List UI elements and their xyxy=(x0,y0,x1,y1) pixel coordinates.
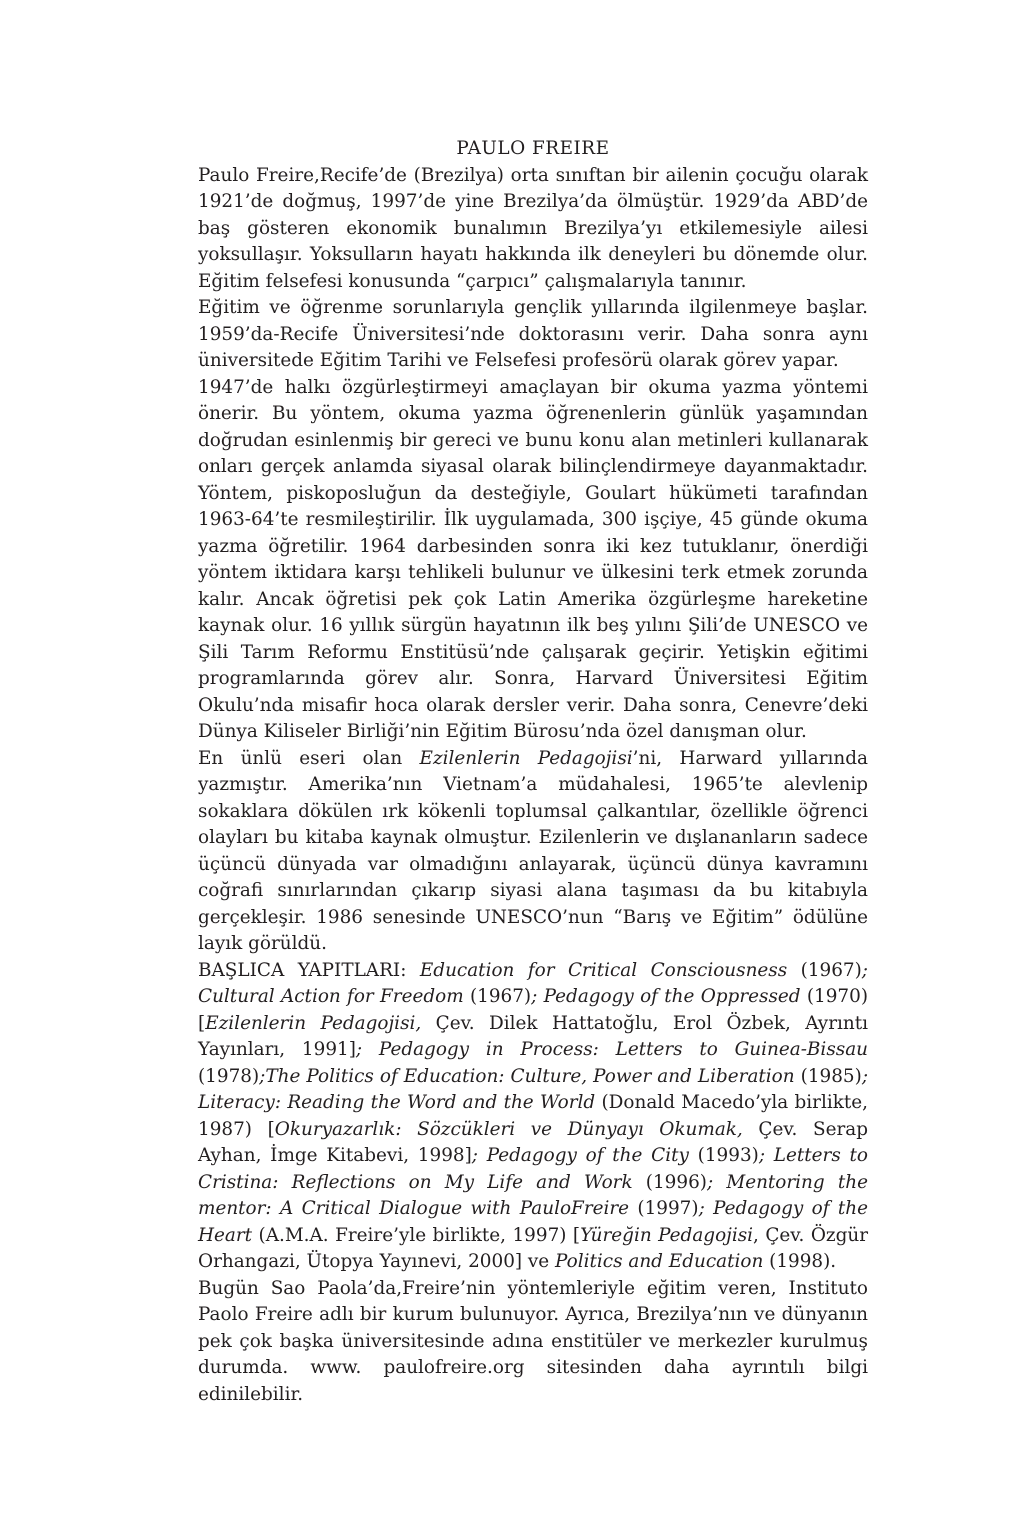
text-segment: 1947’de halkı özgürleştirmeyi amaçlayan bir okuma yazma yöntemi önerir. Bu yöntem, okuma yazma öğrenenlerin günlük yaşamından doğrudan esinlenmiş bir gereci ve bunu konu alan metinleri kullanarak onları gerçek anlamda siyasal olarak bilinçlendirmeye dayanmaktadır. Yöntem, piskoposluğun da desteğiyle, Goulart hükümeti tarafından 1963-64’te resmileştirilir. İlk uygulamada, 300 işçiye, 45 günde okuma yazma öğretilir. 1964 darbesinden sonra iki kez tutuklanır, önerdiği yöntem iktidara karşı tehlikeli bulunur ve ülkesini terk etmek zorunda kalır. Ancak öğretisi pek çok Latin Amerika özgürleşme hareketine kaynak olur. 16 yıllık sürgün hayatının ilk beş yılını Şili’de UNESCO ve Şili Tarım Reformu Enstitüsü’nde çalışarak geçirir. Yetişkin eğitimi programlarında görev alır. Sonra, Harvard Üniversitesi Eğitim Okulu’nda misafir hoca olarak dersler verir. Daha sonra, Cenevre’deki Dünya Kiliseler Birliği’nin Eğitim Bürosu’nda özel danışman olur. xyxy=(198,376,868,742)
italic-text-segment: ; Pedagogy of the Heart xyxy=(198,1198,868,1246)
text-segment: BAŞLICA YAPITLARI: xyxy=(198,959,420,981)
italic-text-segment: Ezilenlerin Pedagojisi, xyxy=(205,1012,422,1034)
text-segment: Çev. Dilek Hattatoğlu, Erol Özbek, Ayrıntı Yayınları, 1991] xyxy=(198,1012,868,1060)
italic-text-segment: ; Cultural Action for Freedom xyxy=(198,959,868,1007)
text-segment: (1970) [ xyxy=(198,986,869,1034)
text-segment: ’ni, Harward yıllarında yazmıştır. Amerika’nın Vietnam’a müdahalesi, 1965’te alevlenip sokaklara dökülen ırk kökenli toplumsal çalkantılar, özellikle öğrenci olayları bu kitaba kaynak olmuştur. Ezilenlerin ve dışlananların sadece üçüncü dünyada var olmadığını anlayarak, üçüncü dünya kavramını coğrafi sınırlarından çıkarıp siyasi alana taşıması da bu kitabıyla gerçekleşir. 1986 senesinde UNESCO’nun “Barış ve Eğitim” ödülüne layık görüldü. xyxy=(198,747,868,954)
text-segment: (1978) xyxy=(198,1065,260,1087)
text-segment: Bugün Sao Paola’da,Freire’nin yöntemleriyle eğitim veren, Instituto Paolo Freire adlı bir kurum bulunuyor. Ayrıca, Brezilya’nın ve dünyanın pek çok başka üniversitesinde adına enstitüler ve merkezler kurulmuş durumda. www. paulofreire.org sitesinden daha ayrıntılı bilgi edinilebilir. xyxy=(198,1277,868,1405)
italic-text-segment: ;The Politics of Education: Culture, Power and Liberation xyxy=(259,1065,795,1087)
paragraph-major-works xyxy=(198,958,868,1276)
text-segment: (1996) xyxy=(632,1171,707,1193)
paragraph-biography xyxy=(198,163,868,296)
text-segment: (Donald Macedo’yla birlikte, 1987) [ xyxy=(198,1092,868,1140)
italic-text-segment: ; Letters to Cristina: Reflections on My Life and Work xyxy=(198,1145,868,1193)
text-segment: (1993) xyxy=(688,1145,759,1166)
italic-text-segment: ; Literacy: Reading the Word and the World xyxy=(198,1065,869,1113)
paragraph-institute xyxy=(198,1276,868,1409)
paragraph-education xyxy=(198,295,868,375)
italic-text-segment: Politics and Education xyxy=(555,1251,764,1272)
italic-text-segment: Yüreğin Pedagojisi xyxy=(580,1224,754,1246)
italic-text-segment: Education for Critical Consciousness xyxy=(419,959,788,981)
italic-text-segment: ; Pedagogy in Process: Letters to Guinea-Bissau xyxy=(355,1039,869,1060)
italic-text-segment: Ezilenlerin Pedagojisi xyxy=(419,747,633,769)
italic-text-segment: ; Pedagogy of the City xyxy=(471,1145,689,1166)
text-segment: (1998). xyxy=(763,1251,837,1272)
italic-text-segment: Okuryazarlık: Sözcükleri ve Dünyayı Okumak, xyxy=(274,1118,743,1140)
text-segment: (1967) xyxy=(787,959,862,981)
document-body xyxy=(198,136,868,1408)
italic-text-segment: ; Mentoring the mentor: A Critical Dialogue with PauloFreire xyxy=(198,1171,868,1219)
text-segment: , Çev. Özgür Orhangazi, Ütopya Yayınevi, 2000] ve xyxy=(198,1224,868,1272)
text-segment: Eğitim ve öğrenme sorunlarıyla gençlik yıllarında ilgilenmeye başlar. 1959’da-Recife Üniversitesi’nde doktorasını verir. Daha sonra aynı üniversitede Eğitim Tarihi ve Felsefesi profesörü olarak görev yapar. xyxy=(198,297,868,371)
italic-text-segment: ; Pedagogy of the Oppressed xyxy=(531,986,801,1007)
text-segment: Çev. Serap Ayhan, İmge Kitabevi, 1998] xyxy=(198,1118,868,1166)
text-segment: (1997) xyxy=(629,1198,699,1219)
text-segment: En ünlü eseri olan xyxy=(198,747,420,769)
text-segment: (A.M.A. Freire’yle birlikte, 1997) [ xyxy=(252,1224,581,1246)
text-segment: (1967) xyxy=(463,986,532,1007)
page-title: PAULO FREIRE xyxy=(456,138,610,159)
text-segment: (1985) xyxy=(794,1065,862,1087)
paragraph-famous-work xyxy=(198,746,868,958)
text-segment: Paulo Freire,Recife’de (Brezilya) orta sınıftan bir ailenin çocuğu olarak 1921’de doğmuş, 1997’de yine Brezilya’da ölmüştür. 1929’da ABD’de baş gösteren ekonomik bunalımın Brezilya’yı etkilemesiyle ailesi yoksullaşır. Yoksulların hayatı hakkında ilk deneyleri bu dönemde olur. Eğitim felsefesi konusunda “çarpıcı” çalışmalarıyla tanınır. xyxy=(198,164,868,292)
paragraph-method xyxy=(198,375,868,746)
